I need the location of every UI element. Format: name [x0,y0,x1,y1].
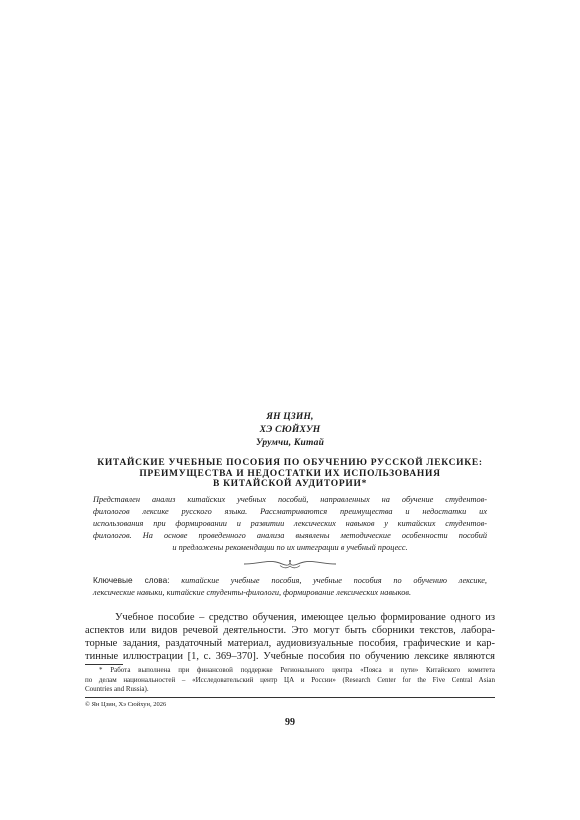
body-line: торные задания, раздаточный материал, аудиовизуальные пособия, графические и кар- [85,638,495,649]
decorative-flourish-icon [240,557,340,571]
body-line: аспектов или видов речевой деятельности. Это могут быть сборники текстов, лабора- [85,625,495,636]
keywords-label: Ключевые слова: [93,575,170,585]
title-line: В КИТАЙСКОЙ АУДИТОРИИ* [212,479,368,489]
abstract-line: филологов лексике русского языка. Рассматриваются преимущества и недостатки их [93,507,487,516]
keywords-line [93,574,487,587]
footnote-divider [85,664,123,665]
keywords-line: лексические навыки, китайские студенты-филологи, формирование лексических навыков. [93,588,412,597]
body-line: Учебное пособие – средство обучения, имеющее целью формирование одного из [115,612,495,623]
keywords-text: китайские учебные пособия, учебные пособия по обучению лексике, [181,576,488,585]
page-number: 99 [285,717,295,728]
article-title [80,458,500,490]
abstract-line: филологов. На основе проведенного анализа выявлены методические особенности пособий [93,531,487,540]
body-text [85,611,495,663]
body-line: тинные иллюстрации [1, с. 369–370]. Учебные пособия по обучению лексике являются [85,651,495,662]
keywords [93,574,487,599]
author-name-1: ЯН ЦЗИН, [266,412,314,422]
title-line: ПРЕИМУЩЕСТВА И НЕДОСТАТКИ ИХ ИСПОЛЬЗОВАНИЯ [139,468,441,479]
abstract-line: Представлен анализ китайских учебных пособий, направленных на обучение студентов- [93,495,487,504]
footnote-line: * Работа выполнена при финансовой поддержке Регионального центра «Пояса и пути» Китайского комитета [99,666,495,674]
copyright-notice: © Ян Цзин, Хэ Сюйхун, 2026 [85,701,167,708]
footnote [85,666,495,695]
author-block [0,411,580,450]
abstract-line: и предложены рекомендации по их интеграции в учебный процесс. [172,543,408,552]
footnote-line: по делам национальностей – «Исследовательский центр ЦА и России» (Research Center for the Five Central Asian [85,675,495,684]
title-line: КИТАЙСКИЕ УЧЕБНЫЕ ПОСОБИЯ ПО ОБУЧЕНИЮ РУССКОЙ ЛЕКСИКЕ: [97,458,483,468]
copyright-divider [85,697,495,698]
abstract-line: использования при формировании и развитии лексических навыков у китайских студентов- [93,519,487,528]
author-name-2: ХЭ СЮЙХУН [259,425,321,435]
footnote-line: Countries and Russia). [85,685,149,693]
author-affiliation: Урумчи, Китай [255,438,325,448]
abstract [93,494,487,554]
